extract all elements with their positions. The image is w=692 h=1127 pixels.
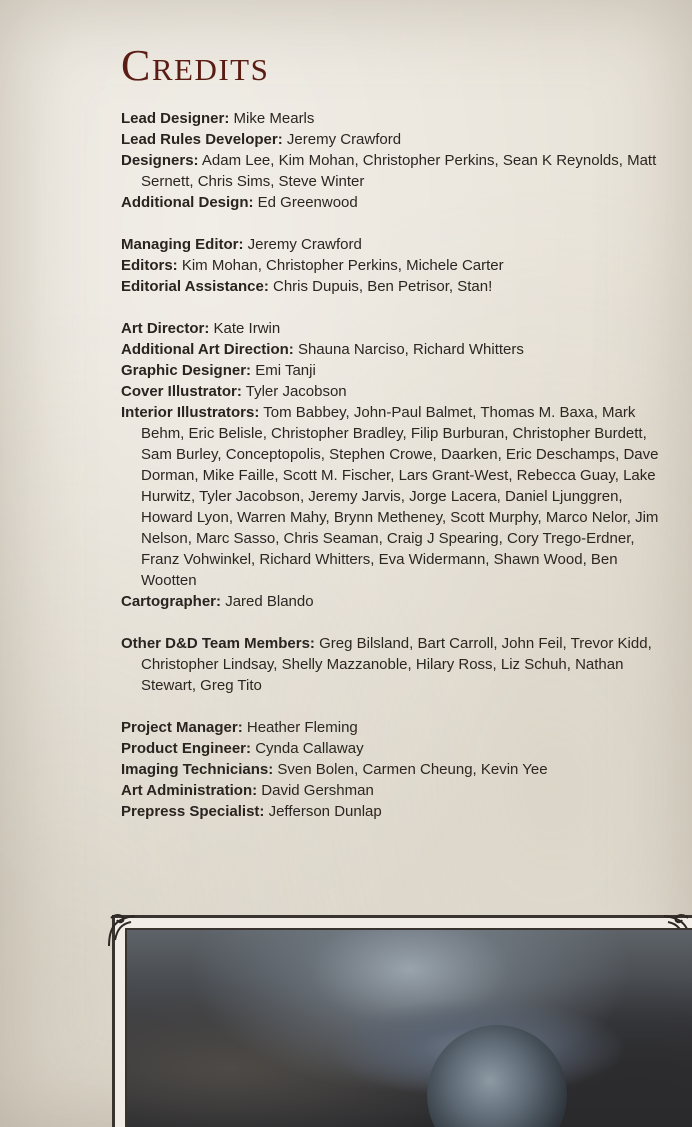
- creature-illustration: [125, 928, 692, 1127]
- illustration-frame: [112, 915, 692, 1127]
- credits-section: [121, 38, 661, 843]
- credit-entry: [121, 234, 661, 255]
- credit-entry: [121, 150, 661, 192]
- credit-role: Prepress Specialist:: [121, 803, 265, 820]
- credit-names: Ed Greenwood: [257, 194, 358, 211]
- credit-role: Graphic Designer:: [121, 362, 252, 379]
- credit-entry: [121, 591, 661, 612]
- credit-role: Editors:: [121, 257, 178, 274]
- credit-names: Kate Irwin: [213, 320, 281, 337]
- credit-role: Editorial Assistance:: [121, 278, 269, 295]
- credit-role: Interior Illustrators:: [121, 404, 260, 421]
- credit-entry: [121, 129, 661, 150]
- credit-names: Greg Bilsland, Bart Carroll, John Feil, Trevor Kidd, Christopher Lindsay, Shelly Mazzanoble, Hilary Ross, Liz Schuh, Nathan Stewart, Greg Tito: [141, 635, 652, 694]
- credit-names: Mike Mearls: [233, 110, 315, 127]
- credit-group-editing: [121, 234, 661, 297]
- credit-role: Lead Designer:: [121, 110, 230, 127]
- credit-role: Project Manager:: [121, 719, 243, 736]
- credit-names: Adam Lee, Kim Mohan, Christopher Perkins, Sean K Reynolds, Matt Sernett, Chris Sims, Steve Winter: [141, 152, 657, 190]
- credit-names: Shauna Narciso, Richard Whitters: [297, 341, 524, 358]
- credit-role: Cover Illustrator:: [121, 383, 242, 400]
- credit-entry: [121, 402, 661, 591]
- credit-role: Other D&D Team Members:: [121, 635, 315, 652]
- credit-names: Jeremy Crawford: [247, 236, 362, 253]
- credit-role: Product Engineer:: [121, 740, 252, 757]
- credit-role: Art Administration:: [121, 782, 258, 799]
- creature-figure: [427, 1025, 567, 1127]
- credit-entry: [121, 780, 661, 801]
- credit-names: Cynda Callaway: [255, 740, 364, 757]
- credit-entry: [121, 633, 661, 696]
- page-title: Credits: [121, 41, 270, 90]
- credit-entry: [121, 717, 661, 738]
- credit-names: Tom Babbey, John-Paul Balmet, Thomas M. Baxa, Mark Behm, Eric Belisle, Christopher Bradley, Filip Burburan, Christopher Burdett, Sam Burley, Conceptopolis, Stephen Crowe, Daarken, Eric Deschamps, Dave Dorman, Mike Faille, Scott M. Fischer, Lars Grant-West, Rebecca Guay, Lake Hurwitz, Tyler Jacobson, Jeremy Jarvis, Jorge Lacera, Daniel Ljunggren, Howard Lyon, Warren Mahy, Brynn Metheney, Scott Murphy, Marco Nelor, Jim Nelson, Marc Sasso, Chris Seaman, Craig J Spearing, Cory Trego-Erdner, Franz Vohwinkel, Richard Whitters, Eva Widermann, Shawn Wood, Ben Wootten: [141, 404, 659, 589]
- credit-names: Tyler Jacobson: [245, 383, 347, 400]
- credit-entry: [121, 801, 661, 822]
- credit-names: Sven Bolen, Carmen Cheung, Kevin Yee: [277, 761, 548, 778]
- credit-role: Lead Rules Developer:: [121, 131, 283, 148]
- credit-group-team: [121, 633, 661, 696]
- credit-role: Additional Art Direction:: [121, 341, 294, 358]
- credit-entry: [121, 738, 661, 759]
- credit-role: Additional Design:: [121, 194, 254, 211]
- credit-names: David Gershman: [261, 782, 374, 799]
- credit-role: Art Director:: [121, 320, 210, 337]
- credit-names: Kim Mohan, Christopher Perkins, Michele Carter: [181, 257, 504, 274]
- credit-entry: [121, 318, 661, 339]
- credit-names: Chris Dupuis, Ben Petrisor, Stan!: [273, 278, 493, 295]
- credit-entry: [121, 759, 661, 780]
- credit-role: Managing Editor:: [121, 236, 244, 253]
- credit-role: Imaging Technicians:: [121, 761, 274, 778]
- credit-group-art: [121, 318, 661, 612]
- credit-entry: [121, 360, 661, 381]
- credit-role: Designers:: [121, 152, 199, 169]
- credit-names: Jeremy Crawford: [286, 131, 402, 148]
- credit-entry: [121, 339, 661, 360]
- credit-names: Emi Tanji: [255, 362, 316, 379]
- credit-names: Jared Blando: [225, 593, 314, 610]
- credit-entry: [121, 276, 661, 297]
- credit-entry: [121, 192, 661, 213]
- credit-group-design: [121, 108, 661, 213]
- credit-group-production: [121, 717, 661, 822]
- credit-entry: [121, 108, 661, 129]
- credit-role: Cartographer:: [121, 593, 222, 610]
- credit-entry: [121, 255, 661, 276]
- credit-names: Heather Fleming: [246, 719, 358, 736]
- credit-entry: [121, 381, 661, 402]
- credit-names: Jefferson Dunlap: [268, 803, 382, 820]
